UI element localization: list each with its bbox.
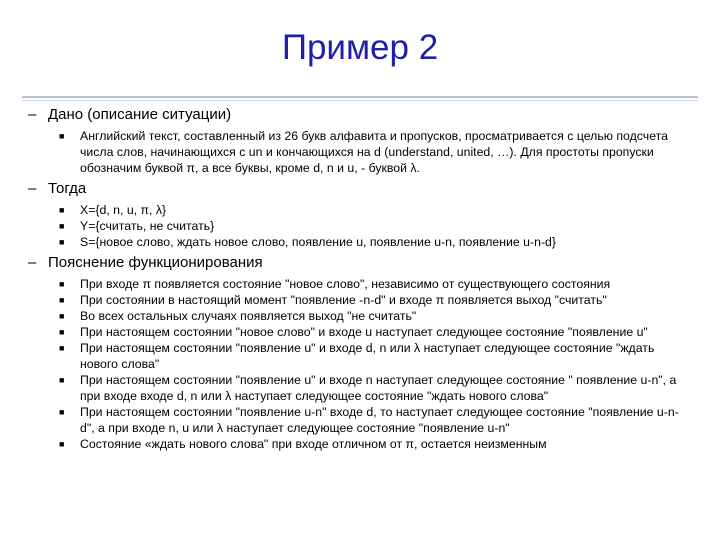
section-given-list: [28, 128, 692, 176]
square-bullet-icon: ■: [59, 343, 65, 353]
list-item-text: При настоящем состоянии "появление u" и входе n наступает следующее состояние " появление u-n", а при входе входе d, n или λ наступает следующее состояние "ждать нового слова": [80, 373, 677, 403]
list-item: [28, 436, 692, 452]
list-item-text: Состояние «ждать нового слова" при входе отличном от π, остается неизменным: [80, 437, 547, 451]
list-item: [28, 324, 692, 340]
section-given: [28, 106, 692, 124]
list-item: [28, 128, 692, 176]
list-item-text: При настоящем состоянии "новое слово" и входе u наступает следующее состояние "появление u": [80, 325, 648, 339]
title-divider: [22, 96, 698, 98]
section-then-list: [28, 202, 692, 250]
title-divider-thin: [22, 100, 698, 101]
list-item-text: Во всех остальных случаях появляется выход "не считать": [80, 309, 417, 323]
square-bullet-icon: ■: [59, 439, 65, 449]
slide-title: Пример 2: [281, 28, 439, 67]
section-explanation: [28, 254, 692, 272]
list-item-text: При настоящем состоянии "появление u-n" входе d, то наступает следующее состояние "появление u-n-d", а при входе n, u или λ наступает следующее состояние "появление u-n": [80, 405, 679, 435]
list-item: [28, 234, 692, 250]
list-item: [28, 404, 692, 436]
list-item: [28, 202, 692, 218]
list-item: [28, 218, 692, 234]
dash-bullet: –: [28, 254, 37, 271]
list-item: [28, 292, 692, 308]
list-item: [28, 308, 692, 324]
square-bullet-icon: ■: [59, 407, 65, 417]
section-explanation-list: [28, 276, 692, 452]
square-bullet-icon: ■: [59, 279, 65, 289]
dash-bullet: –: [28, 180, 37, 197]
slide-content: [28, 106, 692, 456]
square-bullet-icon: ■: [59, 131, 65, 141]
square-bullet-icon: ■: [59, 375, 65, 385]
square-bullet-icon: ■: [59, 295, 65, 305]
square-bullet-icon: ■: [59, 311, 65, 321]
list-item-text: Y={считать, не считать}: [80, 219, 215, 233]
list-item: [28, 340, 692, 372]
section-then: [28, 180, 692, 198]
section-heading: Тогда: [48, 180, 87, 197]
square-bullet-icon: ■: [59, 221, 65, 231]
list-item-text: S={новое слово, ждать новое слово, появление u, появление u-n, появление u-n-d}: [80, 235, 556, 249]
list-item: [28, 372, 692, 404]
square-bullet-icon: ■: [59, 205, 65, 215]
square-bullet-icon: ■: [59, 327, 65, 337]
list-item-text: При настоящем состоянии "появление u" и входе d, n или λ наступает следующее состояние "ждать нового слова": [80, 341, 655, 371]
square-bullet-icon: ■: [59, 237, 65, 247]
list-item-text: Английский текст, составленный из 26 букв алфавита и пропусков, просматривается с целью подсчета числа слов, начинающихся с un и кончающихся на d (understand, united, …). Для простоты пропуски обозначим буквой π, а все буквы, кроме d, n и u, - буквой λ.: [80, 129, 668, 175]
dash-bullet: –: [28, 106, 37, 123]
section-heading: Пояснение функционирования: [48, 254, 263, 271]
list-item-text: X={d, n, u, π, λ}: [80, 203, 167, 217]
list-item: [28, 276, 692, 292]
list-item-text: При состоянии в настоящий момент "появление -n-d" и входе π появляется выход "считать": [80, 293, 607, 307]
list-item-text: При входе π появляется состояние "новое слово", независимо от существующего состояния: [80, 277, 611, 291]
section-heading: Дано (описание ситуации): [48, 106, 232, 123]
